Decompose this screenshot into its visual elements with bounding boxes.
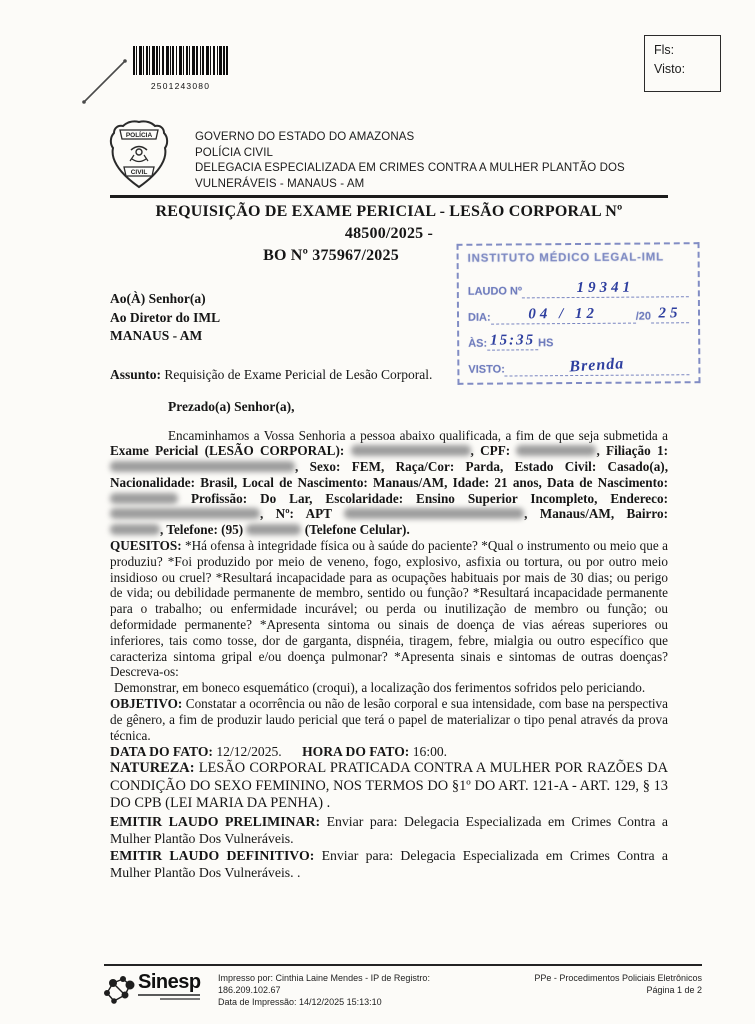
text-segment: LESÃO CORPORAL PRATICADA CONTRA A MULHER POR RAZÕES DA CONDIÇÃO DO SEXO FEMININO, NOS TERMOS DO §1º DO ART. 121-A - ART. 129, § 13 DO CPB (LEI MARIA DA PENHA) .	[110, 760, 668, 812]
page-indicator: Página 1 de 2	[646, 985, 702, 995]
subject-label: Assunto:	[110, 366, 162, 382]
sinesp-tagline-bar	[138, 994, 200, 997]
stamp-hora-suffix: HS	[538, 337, 554, 350]
footer-divider	[104, 964, 702, 966]
text-line: DELEGACIA ESPECIALIZADA EM CRIMES CONTRA A MULHER PLANTÃO DOS	[195, 162, 625, 174]
sinesp-logo	[100, 972, 218, 1008]
intro-paragraph	[110, 428, 668, 539]
badge-top-label: POLÍCIA	[125, 132, 153, 139]
text-segment: EMITIR LAUDO DEFINITIVO:	[110, 847, 322, 863]
stamp-dia-value: 04 / 12	[528, 305, 599, 323]
text-segment: Enviar para: Delegacia Especializada em Crimes Contra a Mulher Plantão Dos Vulneráveis. .	[110, 847, 668, 880]
greeting: Prezado(a) Senhor(a),	[168, 398, 295, 414]
redacted-text	[351, 445, 471, 456]
text-line: Ao(À) Senhor(a)	[110, 291, 206, 306]
system-name: PPe - Procedimentos Policiais Eletrônicos	[534, 973, 702, 983]
printed-at: Data de Impressão: 14/12/2025 15:13:10	[218, 997, 382, 1007]
letterhead	[108, 119, 625, 192]
stamp-laudo-label: LAUDO Nº	[467, 285, 523, 298]
org-lines	[195, 119, 625, 192]
text-segment: Exame Pericial (LESÃO CORPORAL):	[110, 443, 351, 459]
header-divider	[110, 195, 668, 198]
stamp-hora-value: 15:35	[490, 332, 536, 349]
title-line-3: BO Nº 375967/2025	[263, 247, 399, 264]
redacted-text	[110, 508, 260, 519]
objetivo-paragraph	[110, 696, 668, 743]
text-segment: Encaminhamos a Vossa Senhoria a pessoa abaixo qualificada, a fim de que seja submetida a	[168, 427, 668, 443]
stamp-dia-label: DIA:	[467, 311, 491, 324]
printed-by-ip: 186.209.102.67	[218, 985, 281, 995]
stamp-year-value: 25	[658, 305, 682, 322]
sinesp-wordmark	[138, 972, 201, 1000]
barcode-bars	[133, 46, 228, 75]
print-info	[218, 972, 498, 1008]
redacted-text	[110, 524, 160, 535]
text-segment: Constatar a ocorrência ou não de lesão corporal e sua intensidade, com base na perspectiva de gênero, a fim de produzir laudo pericial que terá o papel de materializar o tipo penal através da prova técnica.	[110, 696, 668, 743]
sinesp-name: Sinesp	[138, 971, 201, 993]
subject-text: Requisição de Exame Pericial de Lesão Corporal.	[161, 366, 433, 382]
text-segment: Enviar para: Delegacia Especializada em Crimes Contra a Mulher Plantão Dos Vulneráveis.	[110, 813, 668, 846]
redacted-text	[110, 493, 178, 504]
subject-line	[110, 367, 668, 383]
text-segment: , Filiação 1:	[596, 443, 668, 459]
sinesp-tagline-bar-2	[160, 998, 200, 1001]
text-segment: , Manaus/AM, Bairro:	[524, 506, 669, 522]
stamp-institution: INSTITUTO MÉDICO LEGAL-IML	[467, 251, 664, 265]
text-segment: , Telefone: (95)	[160, 522, 247, 538]
addressee-block	[110, 290, 668, 349]
text-segment: 12/12/2025.	[216, 744, 282, 760]
stamp-visto-signature: Brenda	[569, 355, 626, 376]
text-segment: OBJETIVO:	[110, 696, 186, 712]
fls-visto-box	[644, 35, 721, 92]
badge-bottom-label: CIVIL	[130, 169, 148, 176]
document-title	[110, 201, 668, 267]
visto-label: Visto:	[654, 62, 686, 76]
sinesp-icon	[100, 972, 136, 1008]
fls-label: Fls:	[654, 43, 675, 57]
police-badge-logo	[108, 119, 170, 191]
text-line: GOVERNO DO ESTADO DO AMAZONAS	[195, 131, 415, 143]
text-segment: , CPF:	[470, 443, 517, 459]
text-line: Ao Diretor do IML	[110, 309, 221, 325]
title-line-2: 48500/2025 -	[344, 225, 434, 242]
quesitos-paragraph	[110, 538, 668, 680]
laudo-definitivo-paragraph	[110, 847, 668, 881]
text-segment: Profissão: Do Lar, Escolaridade: Ensino Superior Incompleto, Endereco:	[178, 490, 668, 506]
text-segment: DATA DO FATO:	[110, 744, 217, 760]
text-line: MANAUS - AM	[110, 328, 203, 343]
text-segment: QUESITOS:	[110, 538, 185, 554]
redacted-text	[246, 524, 301, 535]
redacted-text	[516, 445, 596, 456]
system-info	[498, 972, 702, 996]
data-fato-line	[110, 743, 668, 760]
title-line-1: REQUISIÇÃO DE EXAME PERICIAL - LESÃO CORPORAL Nº	[155, 203, 623, 220]
stamp-year-prefix: /20	[635, 310, 652, 323]
text-segment: , Sexo: FEM, Raça/Cor: Parda, Estado Civil: Casado(a), Nacionalidade: Brasil, Local de Nascimento: Manaus/AM, Idade: 21 anos, Data de Nascimento:	[110, 459, 668, 490]
barcode	[133, 46, 228, 91]
stamp-laudo-number: 19341	[576, 279, 635, 297]
text-segment: EMITIR LAUDO PRELIMINAR:	[110, 813, 327, 829]
pen-mark	[80, 55, 130, 107]
redacted-text	[344, 508, 524, 519]
text-segment: *Há ofensa à integridade física ou à saúde do paciente? *Qual o instrumento ou meio que a produziu? *Foi produzido por meio de veneno, fogo, explosivo, asfixia ou tortura, ou por outro meio insidioso ou cruel? *Resultará incapacidade para as ocupações habituais por mais de 30 dias; ou perigo de vida; ou debilidade permanente de membro, sentido ou função? *Resultará incapacidade permanente para o trabalho; ou enfermidade incurável; ou perda ou inutilização de membro ou função; ou deformidade permanente? *Apresenta sintoma ou sinais de doença de vias aéreas superiores ou inferiores, tais como tosse, dor de garganta, dispnéia, tiragem, febre, mialgia ou outro específico que caracteriza sintoma gripal e/ou doença pulmonar? *Apresenta sinais e sintomas de outras doenças? Descreva-os:	[110, 538, 668, 680]
redacted-text	[110, 461, 295, 472]
stamp-hora-label: ÀS:	[468, 337, 488, 350]
text-line: VULNERÁVEIS - MANAUS - AM	[195, 177, 365, 190]
text-segment: 16:00.	[412, 744, 448, 760]
text-segment: (Telefone Celular).	[301, 522, 410, 538]
text-segment: NATUREZA:	[110, 760, 199, 777]
natureza-paragraph	[110, 760, 668, 813]
barcode-number: 2501243080	[150, 81, 211, 91]
stamp-visto-label: VISTO:	[468, 363, 505, 376]
footer	[100, 972, 702, 1008]
laudo-preliminar-paragraph	[110, 813, 668, 847]
text-segment: HORA DO FATO:	[302, 744, 413, 760]
text-segment: , Nº: APT	[260, 506, 345, 522]
text-line: POLÍCIA CIVIL	[195, 146, 273, 159]
printed-by: Impresso por: Cinthia Laine Mendes - IP de Registro:	[218, 973, 430, 983]
text-segment	[282, 744, 302, 759]
document-body	[110, 201, 668, 881]
demonstrar-paragraph: Demonstrar, em boneco esquemático (croqui), a localização dos ferimentos sofridos pelo periciando.	[114, 680, 646, 696]
